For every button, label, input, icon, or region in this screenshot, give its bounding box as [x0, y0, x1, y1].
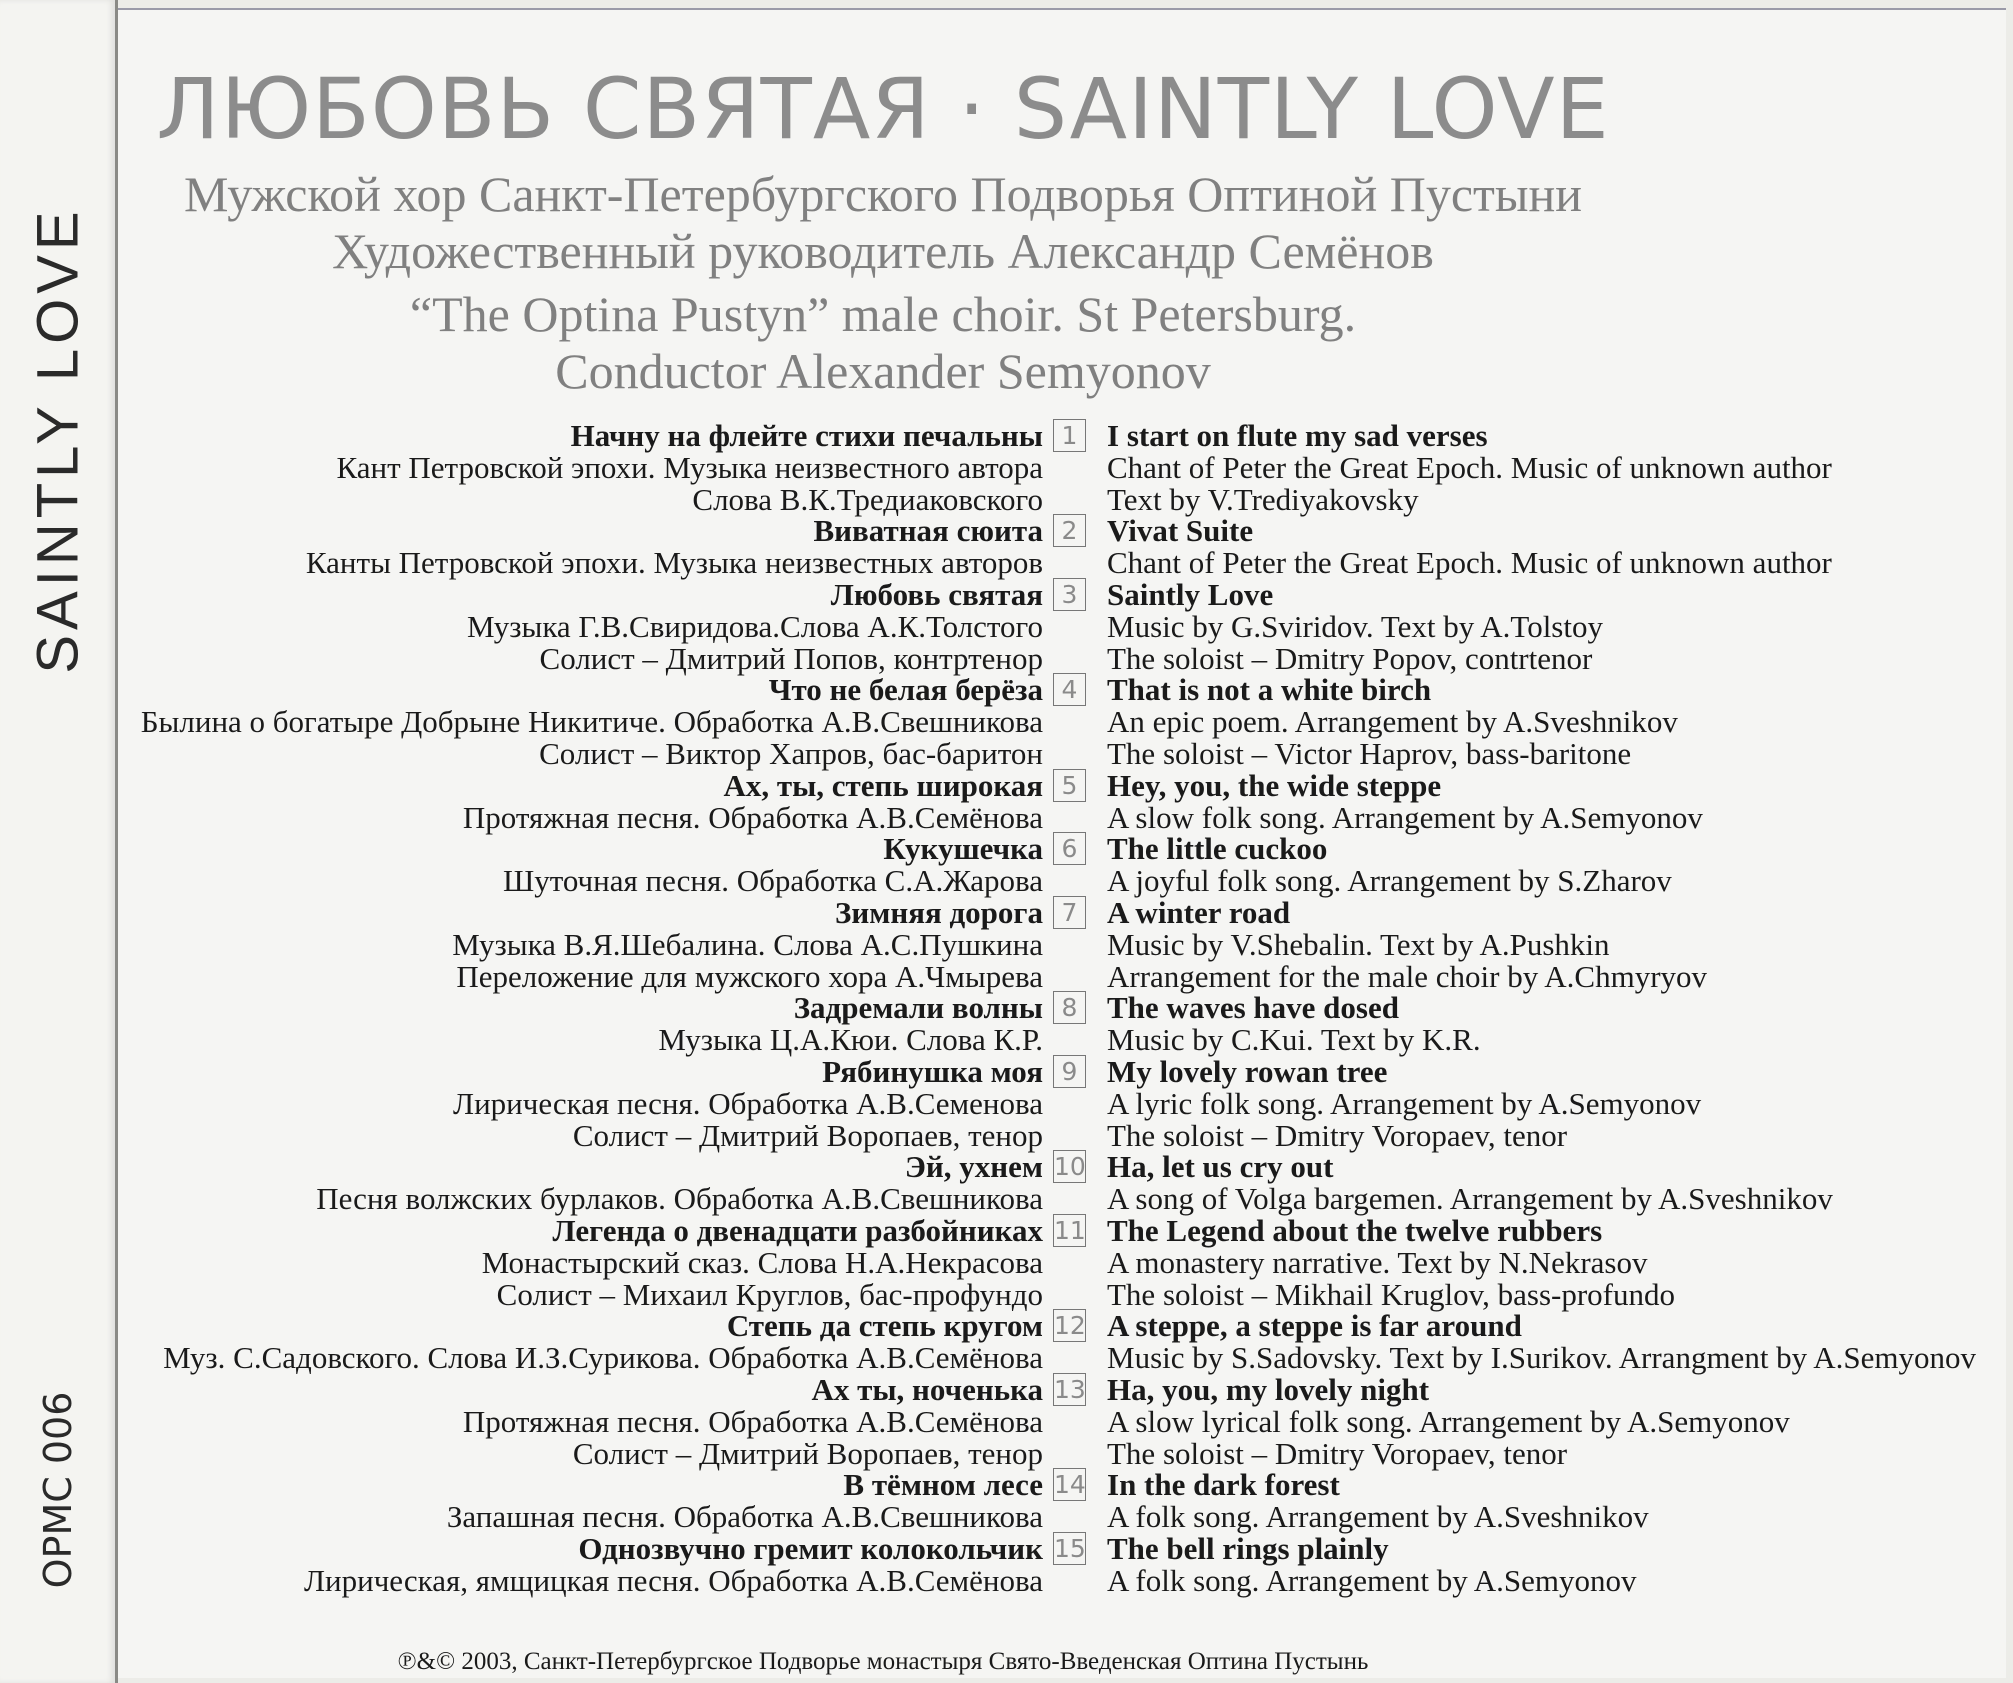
track-detail-en: The soloist – Dmitry Popov, contrtenor [1107, 640, 1593, 676]
track-title-en: Ha, let us cry out [1107, 1149, 1334, 1185]
track-detail-row [0, 1276, 2013, 1312]
track-detail-ru: Протяжная песня. Обработка А.В.Семёнова [462, 1403, 1043, 1439]
track-detail-ru: Песня волжских бурлаков. Обработка А.В.Свешникова [316, 1181, 1043, 1217]
track-detail-ru: Лирическая песня. Обработка А.В.Семенова [453, 1085, 1043, 1121]
track-detail-ru: Муз. С.Садовского. Слова И.З.Сурикова. Обработка А.В.Семёнова [163, 1340, 1043, 1376]
track-detail-en: A lyric folk song. Arrangement by A.Semyonov [1107, 1085, 1702, 1121]
track-number: 10 [1054, 1152, 1086, 1182]
track-title-en: Vivat Suite [1107, 513, 1254, 549]
track-title-row [0, 992, 2013, 1024]
track-detail-en: Text by V.Trediyakovsky [1107, 481, 1419, 517]
track-title-row [0, 1151, 2013, 1183]
track-detail-row [0, 1117, 2013, 1153]
track-title-row [0, 833, 2013, 865]
track-detail-row [0, 1244, 2013, 1280]
spine-title: SAINTLY LOVE [25, 206, 91, 674]
track-detail-ru: Солист – Виктор Хапров, бас-баритон [539, 735, 1043, 771]
track-number: 4 [1053, 673, 1086, 706]
track-title-ru: Рябинушка моя [822, 1053, 1043, 1089]
track-title-ru: Однозвучно гремит колокольчик [578, 1530, 1043, 1566]
track-number: 6 [1053, 832, 1086, 865]
track-detail-ru: Солист – Дмитрий Попов, контртенор [539, 640, 1043, 676]
track-title-ru: Виватная сюита [813, 513, 1043, 549]
track-detail-en: Music by S.Sadovsky. Text by I.Surikov. Arrangment by A.Semyonov [1107, 1340, 1976, 1376]
track-detail-en: Music by V.Shebalin. Text by A.Pushkin [1107, 926, 1610, 962]
track-detail-row [0, 799, 2013, 835]
track-detail-en: A song of Volga bargemen. Arrangement by A.Sveshnikov [1107, 1181, 1833, 1217]
track-number: 5 [1053, 769, 1086, 802]
track-detail-en: A folk song. Arrangement by A.Semyonov [1107, 1562, 1637, 1598]
catalog-code: OPMC 006 [36, 1391, 80, 1589]
track-detail-ru: Лирическая, ямщицкая песня. Обработка А.В.Семёнова [304, 1562, 1043, 1598]
track-number: 14 [1054, 1470, 1086, 1500]
track-title-ru: Зимняя дорога [835, 894, 1043, 930]
choir-name-en: “The Optina Pustyn” male choir. St Petersburg. [409, 286, 1357, 342]
track-title-en: The bell rings plainly [1107, 1530, 1389, 1566]
track-detail-en: A monastery narrative. Text by N.Nekrasov [1107, 1244, 1648, 1280]
track-detail-row [0, 1024, 2013, 1056]
track-title-en: A steppe, a steppe is far around [1107, 1308, 1522, 1344]
track-detail-row [0, 865, 2013, 897]
track-detail-row [0, 449, 2013, 485]
album-title: ЛЮБОВЬ СВЯТАЯ · SAINTLY LOVE [156, 60, 1610, 158]
track-detail-en: Chant of Peter the Great Epoch. Music of unknown author [1107, 545, 1832, 581]
track-detail-row [0, 1435, 2013, 1471]
track-detail-row [0, 735, 2013, 771]
track-detail-row [0, 926, 2013, 962]
track-title-row [0, 420, 2013, 452]
conductor-ru: Художественный руководитель Александр Семёнов [332, 223, 1434, 279]
track-detail-en: A joyful folk song. Arrangement by S.Zharov [1107, 863, 1672, 899]
track-detail-en: A slow lyrical folk song. Arrangement by A.Semyonov [1107, 1403, 1790, 1439]
track-title-ru: Что не белая берёза [768, 672, 1043, 708]
track-detail-en: The soloist – Victor Haprov, bass-baritone [1107, 735, 1632, 771]
track-detail-en: The soloist – Dmitry Voropaev, tenor [1107, 1435, 1568, 1471]
track-title-row [0, 1212, 2013, 1248]
track-number: 13 [1054, 1374, 1086, 1404]
track-title-row [0, 674, 2013, 706]
track-title-en: I start on flute my sad verses [1107, 418, 1488, 453]
track-detail-row [0, 640, 2013, 676]
track-detail-row [0, 958, 2013, 994]
track-detail-row [0, 1562, 2013, 1598]
track-title-ru: Задремали волны [793, 990, 1043, 1026]
track-number: 1 [1053, 419, 1086, 452]
track-detail-ru: Запашная песня. Обработка А.В.Свешникова [446, 1499, 1043, 1535]
track-title-en: The waves have dosed [1107, 990, 1399, 1026]
track-title-en: In the dark forest [1107, 1467, 1340, 1503]
track-title-en: The Legend about the twelve rubbers [1107, 1212, 1603, 1248]
track-detail-en: A folk song. Arrangement by A.Sveshnikov [1107, 1499, 1649, 1535]
track-detail-ru: Протяжная песня. Обработка А.В.Семёнова [462, 799, 1043, 835]
track-title-en: My lovely rowan tree [1107, 1053, 1388, 1089]
track-detail-ru: Кант Петровской эпохи. Музыка неизвестного автора [336, 449, 1043, 485]
track-detail-row [0, 706, 2013, 738]
copyright: ℗&© 2003, Санкт-Петербургское Подворье монастыря Свято-Введенская Оптина Пустынь [397, 1648, 1369, 1675]
track-title-en: Saintly Love [1107, 576, 1274, 612]
track-detail-ru: Солист – Дмитрий Воропаев, тенор [572, 1435, 1043, 1471]
track-detail-en: Chant of Peter the Great Epoch. Music of unknown author [1107, 449, 1832, 485]
track-title-row [0, 1371, 2013, 1407]
track-detail-ru: Монастырский сказ. Слова Н.А.Некрасова [481, 1244, 1043, 1280]
track-detail-en: A slow folk song. Arrangement by A.Semyonov [1107, 799, 1703, 835]
track-detail-en: Music by G.Sviridov. Text by A.Tolstoy [1107, 608, 1603, 644]
track-detail-ru: Былина о богатыре Добрыне Никитиче. Обработка А.В.Свешникова [140, 704, 1043, 740]
track-detail-ru: Шуточная песня. Обработка С.А.Жарова [502, 863, 1043, 899]
track-detail-row [0, 481, 2013, 517]
track-number: 8 [1053, 991, 1086, 1024]
track-detail-en: Arrangement for the male choir by A.Chmyryov [1107, 958, 1708, 994]
track-detail-ru: Солист – Дмитрий Воропаев, тенор [572, 1117, 1043, 1153]
track-title-row [0, 1310, 2013, 1342]
track-number: 15 [1054, 1533, 1086, 1563]
track-title-ru: Степь да степь кругом [726, 1308, 1043, 1344]
track-detail-ru: Канты Петровской эпохи. Музыка неизвестных авторов [305, 545, 1043, 581]
track-detail-en: Music by C.Kui. Text by K.R. [1107, 1022, 1481, 1058]
track-list [0, 420, 2013, 1596]
track-detail-row [0, 608, 2013, 644]
track-detail-row [0, 1403, 2013, 1439]
conductor-en: Conductor Alexander Semyonov [555, 343, 1211, 399]
track-title-ru: Ах ты, ноченька [811, 1371, 1043, 1407]
track-detail-ru: Музыка Ц.А.Кюи. Слова К.Р. [658, 1022, 1043, 1058]
track-title-en: Hey, you, the wide steppe [1107, 767, 1442, 803]
track-title-ru: Кукушечка [883, 831, 1043, 867]
track-title-row [0, 1469, 2013, 1501]
choir-name-ru: Мужской хор Санкт-Петербургского Подворья Оптиной Пустыни [184, 166, 1582, 222]
track-detail-row [0, 1085, 2013, 1121]
track-title-ru: В тёмном лесе [843, 1467, 1043, 1503]
track-title-row [0, 767, 2013, 803]
track-number: 11 [1054, 1215, 1086, 1245]
track-title-en: Ha, you, my lovely night [1107, 1371, 1430, 1407]
track-title-en: A winter road [1107, 894, 1291, 930]
track-detail-ru: Слова В.К.Тредиаковского [692, 481, 1043, 517]
track-title-row [0, 515, 2013, 547]
track-title-row [0, 1053, 2013, 1089]
track-detail-en: The soloist – Mikhail Kruglov, bass-profundo [1107, 1276, 1675, 1312]
track-number: 7 [1053, 896, 1086, 929]
track-number: 12 [1054, 1311, 1086, 1341]
track-number: 2 [1053, 514, 1086, 547]
track-title-ru: Легенда о двенадцати разбойниках [552, 1212, 1043, 1248]
track-title-row [0, 1530, 2013, 1566]
track-detail-row [0, 1183, 2013, 1215]
track-detail-row [0, 547, 2013, 579]
track-number: 9 [1053, 1055, 1086, 1088]
track-title-ru: Ах, ты, степь широкая [723, 767, 1043, 803]
track-detail-row [0, 1342, 2013, 1374]
track-detail-row [0, 1501, 2013, 1533]
track-title-ru: Эй, ухнем [904, 1149, 1043, 1185]
track-title-row [0, 894, 2013, 930]
track-title-ru: Начну на флейте стихи печальны [570, 418, 1043, 453]
track-number: 3 [1053, 578, 1086, 611]
track-detail-ru: Переложение для мужского хора А.Чмырева [456, 958, 1043, 994]
track-detail-ru: Солист – Михаил Круглов, бас-профундо [496, 1276, 1043, 1312]
track-detail-ru: Музыка Г.В.Свиридова.Слова А.К.Толстого [466, 608, 1043, 644]
track-title-ru: Любовь святая [830, 576, 1043, 612]
track-detail-en: An epic poem. Arrangement by A.Sveshnikov [1107, 704, 1678, 740]
track-title-row [0, 576, 2013, 612]
track-detail-en: The soloist – Dmitry Voropaev, tenor [1107, 1117, 1568, 1153]
track-detail-ru: Музыка В.Я.Шебалина. Слова А.С.Пушкина [452, 926, 1043, 962]
track-title-en: The little cuckoo [1107, 831, 1328, 867]
track-title-en: That is not a white birch [1107, 672, 1432, 708]
